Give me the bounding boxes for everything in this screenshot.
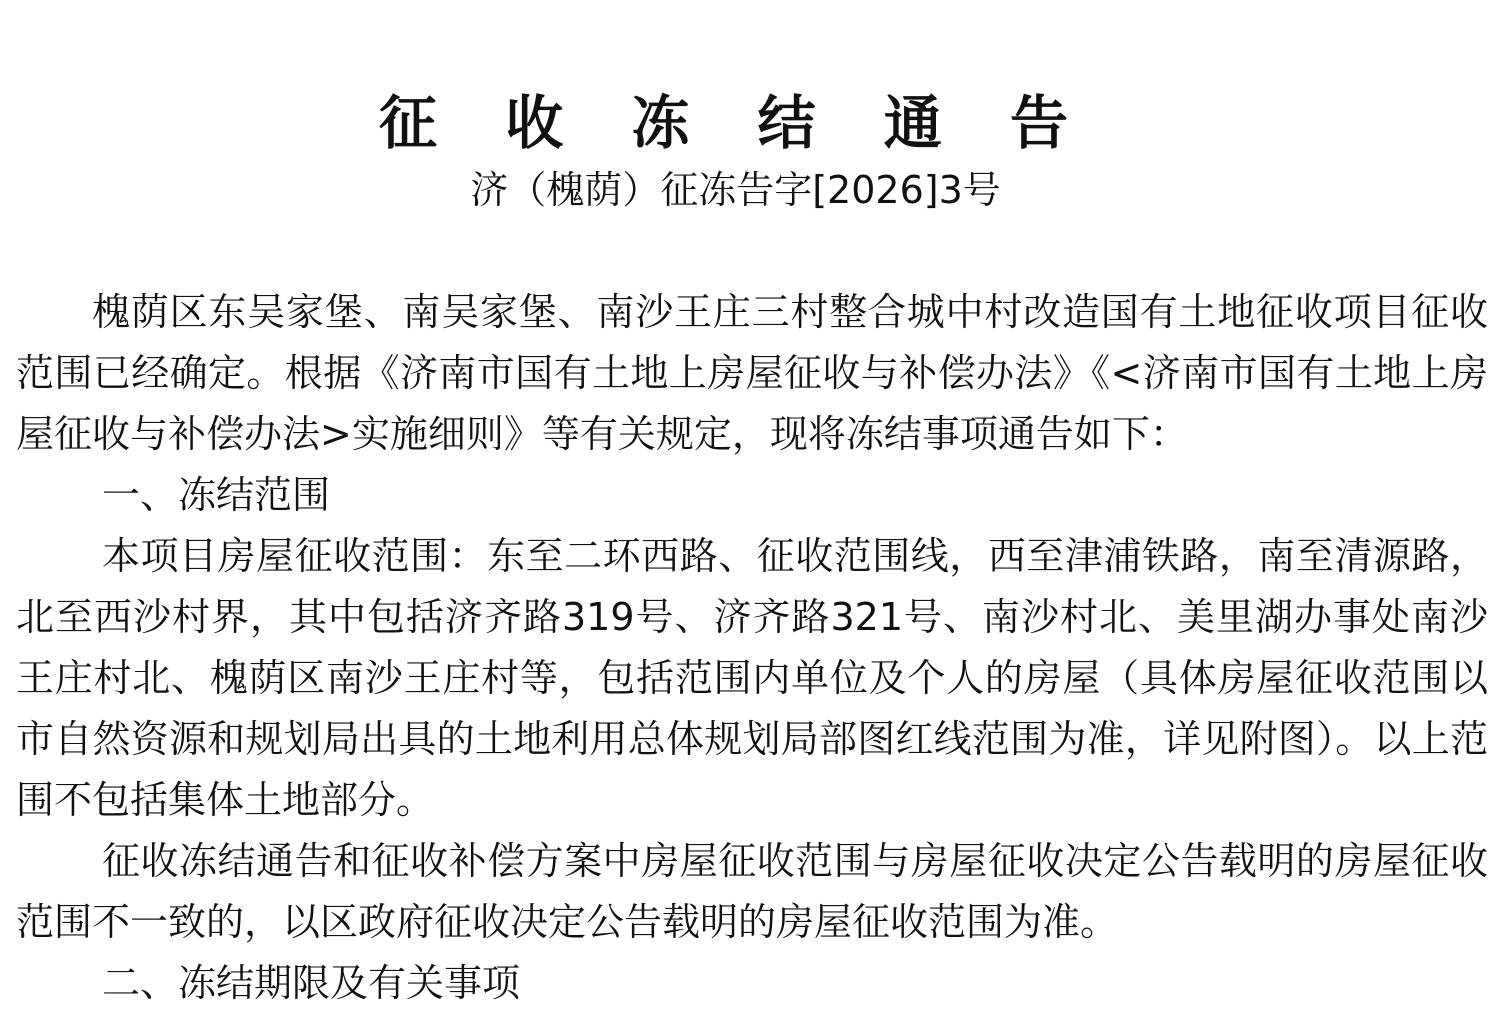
section-heading-period: 二、冻结期限及有关事项	[102, 961, 521, 1005]
section-heading-scope: 一、冻结范围	[102, 473, 331, 517]
document-body	[16, 282, 1488, 1014]
document-title: 征 收 冻 结 通 告	[379, 89, 1092, 157]
intro-paragraph: 槐荫区东吴家堡、南吴家堡、南沙王庄三村整合城中村改造国有土地征收项目征收范围已经确定。根据《济南市国有土地上房屋征收与补偿办法》《<济南市国有土地上房屋征收与补偿办法>实施细则》等有关规定，现将冻结事项通告如下：	[16, 290, 1488, 456]
document-number: 济（槐荫）征冻告字[2026]3号	[470, 168, 1001, 212]
consistency-paragraph: 征收冻结通告和征收补偿方案中房屋征收范围与房屋征收决定公告载明的房屋征收范围不一致的，以区政府征收决定公告载明的房屋征收范围为准。	[16, 839, 1488, 944]
scope-paragraph: 本项目房屋征收范围：东至二环西路、征收范围线，西至津浦铁路，南至清源路，北至西沙村界，其中包括济齐路319号、济齐路321号、南沙村北、美里湖办事处南沙王庄村北、槐荫区南沙王庄村等，包括范围内单位及个人的房屋（具体房屋征收范围以市自然资源和规划局出具的土地利用总体规划局部图红线范围为准，详见附图）。以上范围不包括集体土地部分。	[16, 534, 1488, 822]
